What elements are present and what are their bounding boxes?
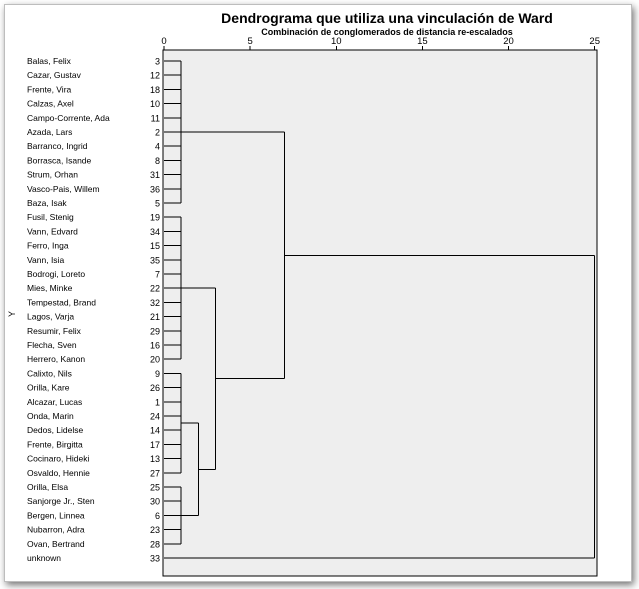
leaf-name: Fusil, Stenig — [27, 212, 74, 223]
plot-area — [163, 50, 597, 576]
leaf-id: 1 — [154, 397, 160, 408]
leaf-name: Dedos, Lidelse — [27, 425, 84, 436]
leaf-name: Cazar, Gustav — [27, 70, 81, 81]
leaf-id: 7 — [154, 269, 160, 280]
leaf-name: Sanjorge Jr., Sten — [27, 496, 95, 507]
chart-title: Dendrograma que utiliza una vinculación de Ward — [221, 10, 553, 26]
x-tick-label: 0 — [161, 36, 167, 47]
dendrogram-window — [4, 4, 632, 582]
leaf-id: 8 — [154, 155, 160, 166]
leaf-id: 34 — [149, 226, 160, 237]
leaf-name: Orilla, Elsa — [27, 482, 69, 492]
leaf-name: Borrasca, Isande — [27, 155, 92, 166]
leaf-name: Baza, Isak — [27, 198, 67, 208]
leaf-id: 12 — [149, 70, 160, 81]
leaf-id: 22 — [149, 283, 160, 294]
leaf-name: Resumir, Felix — [27, 325, 81, 336]
leaf-name: Bergen, Linnea — [27, 510, 85, 521]
leaf-id: 21 — [149, 312, 160, 323]
leaf-name: Strum, Orhan — [27, 169, 79, 180]
leaf-name: Ferro, Inga — [27, 240, 69, 251]
leaf-id: 10 — [149, 99, 160, 110]
leaf-name: Vasco-Pais, Willem — [27, 183, 100, 194]
leaf-id: 4 — [154, 141, 160, 152]
dendrogram-chart — [5, 5, 631, 581]
leaf-name: Azada, Lars — [27, 127, 73, 137]
leaf-id: 25 — [149, 482, 160, 493]
leaf-id: 30 — [149, 496, 160, 507]
leaf-id: 26 — [149, 383, 160, 394]
leaf-name: unknown — [27, 553, 62, 563]
leaf-name: Campo-Corrente, Ada — [27, 112, 110, 123]
leaf-labels — [27, 56, 160, 564]
x-tick-label: 15 — [417, 36, 428, 47]
leaf-id: 24 — [149, 411, 160, 422]
leaf-id: 9 — [154, 368, 160, 379]
chart-subtitle: Combinación de conglomerados de distancia re-escalados — [261, 27, 513, 37]
plot-background — [163, 50, 597, 576]
leaf-id: 14 — [149, 425, 160, 436]
leaf-name: Lagos, Varja — [27, 311, 75, 322]
leaf-id: 19 — [149, 212, 160, 223]
leaf-name: Orilla, Kare — [27, 382, 70, 393]
leaf-id: 2 — [154, 127, 160, 138]
leaf-name: Vann, Isia — [27, 254, 65, 265]
leaf-id: 16 — [149, 340, 160, 351]
x-tick-label: 10 — [330, 36, 342, 47]
leaf-name: Cocinaro, Hideki — [27, 453, 90, 464]
leaf-name: Osvaldo, Hennie — [27, 467, 90, 478]
leaf-id: 18 — [149, 84, 160, 95]
leaf-id: 31 — [149, 170, 160, 181]
leaf-name: Bodrogi, Loreto — [27, 269, 86, 279]
x-tick-label: 5 — [247, 36, 253, 47]
leaf-name: Calixto, Nils — [27, 368, 72, 379]
leaf-name: Tempestad, Brand — [27, 297, 96, 308]
x-axis — [161, 36, 600, 50]
leaf-id: 35 — [149, 255, 160, 266]
leaf-id: 28 — [149, 539, 160, 550]
x-tick-label: 25 — [589, 36, 600, 47]
leaf-id: 6 — [154, 510, 160, 521]
leaf-id: 15 — [149, 241, 160, 252]
leaf-name: Frente, Birgitta — [27, 439, 83, 450]
leaf-id: 3 — [154, 56, 160, 67]
leaf-name: Frente, Vira — [27, 84, 72, 95]
leaf-name: Flecha, Sven — [27, 340, 77, 350]
x-tick-label: 20 — [503, 36, 514, 47]
leaf-id: 20 — [149, 354, 160, 365]
leaf-name: Ovan, Bertrand — [27, 538, 85, 549]
leaf-id: 11 — [150, 113, 160, 124]
leaf-name: Balas, Felix — [27, 56, 71, 66]
leaf-name: Barranco, Ingrid — [27, 141, 88, 152]
leaf-id: 13 — [149, 454, 160, 465]
leaf-name: Nubarron, Adra — [27, 524, 85, 535]
leaf-name: Mies, Minke — [27, 283, 73, 294]
leaf-id: 5 — [154, 198, 160, 209]
leaf-name: Herrero, Kanon — [27, 354, 86, 365]
leaf-id: 23 — [149, 525, 160, 536]
leaf-name: Alcazar, Lucas — [27, 396, 83, 407]
leaf-id: 36 — [149, 184, 160, 195]
leaf-name: Calzas, Axel — [27, 98, 74, 109]
leaf-name: Vann, Edvard — [27, 226, 78, 237]
leaf-id: 27 — [149, 468, 160, 479]
leaf-id: 17 — [149, 439, 160, 450]
leaf-id: 32 — [149, 297, 160, 308]
y-axis-label: Y — [7, 310, 17, 318]
leaf-name: Onda, Marin — [27, 411, 74, 421]
leaf-id: 29 — [149, 326, 160, 337]
leaf-id: 33 — [149, 553, 160, 564]
